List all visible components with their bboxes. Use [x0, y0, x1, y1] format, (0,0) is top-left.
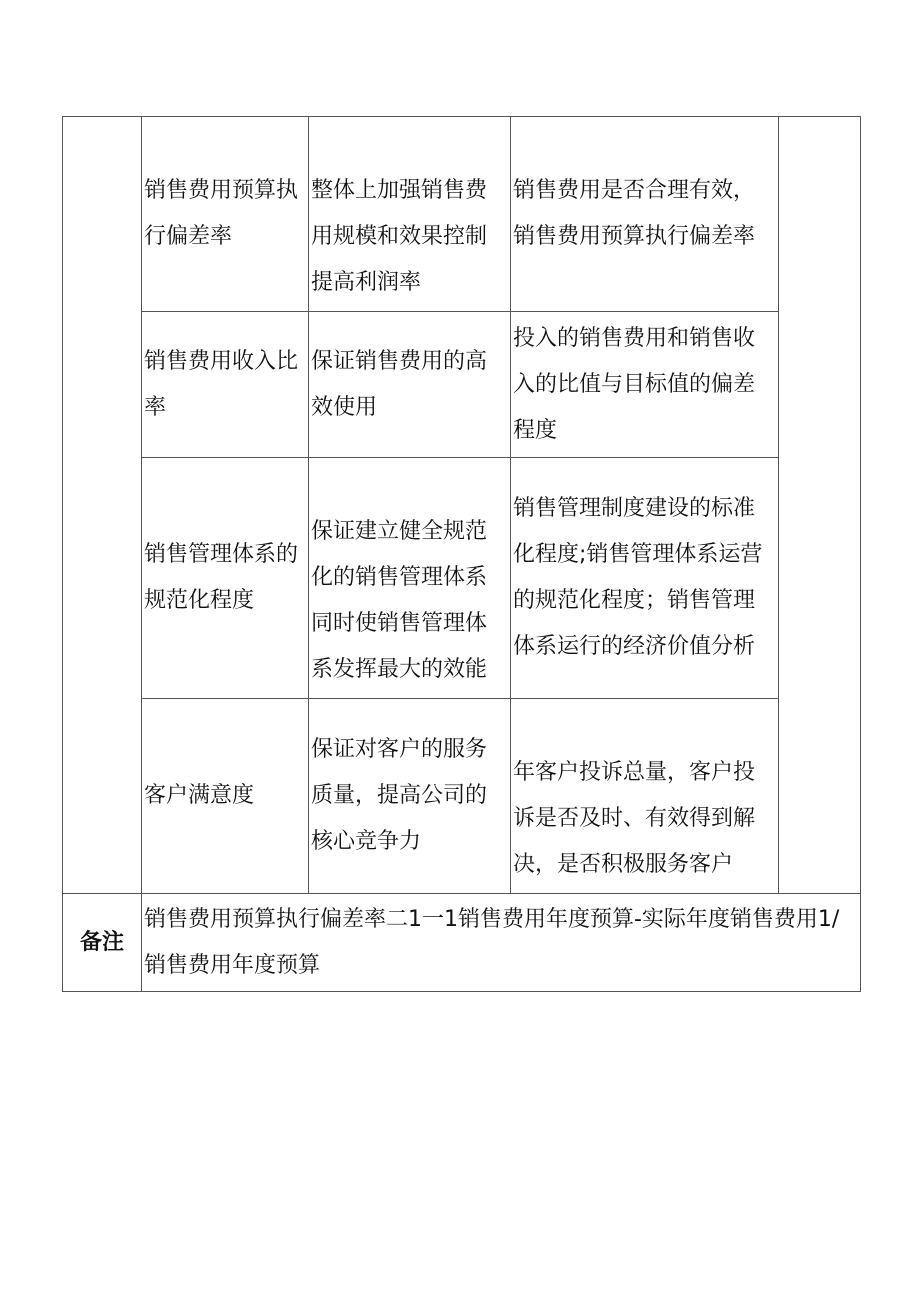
purpose-cell — [309, 117, 511, 312]
blank-right-cell — [779, 117, 861, 894]
indicator-cell — [142, 458, 309, 699]
content-cell — [511, 699, 779, 894]
purpose-text: 保证建立健全规范化的销售管理体系同时使销售管理体系发挥最大的效能 — [311, 519, 488, 682]
table-row — [63, 117, 861, 312]
indicator-text: 销售费用预算执行偏差率 — [144, 178, 299, 249]
content-cell — [511, 312, 779, 458]
remark-row — [63, 894, 861, 992]
purpose-cell — [309, 312, 511, 458]
table-row — [63, 312, 861, 458]
purpose-text: 保证对客户的服务质量，提高公司的核心竞争力 — [311, 737, 488, 854]
remark-text: 销售费用预算执行偏差率二1一1销售费用年度预算-实际年度销售费用1/销售费用年度预算 — [144, 906, 840, 978]
purpose-cell — [309, 699, 511, 894]
indicator-text: 客户满意度 — [144, 783, 255, 808]
remark-label: 备注 — [63, 894, 142, 992]
kpi-table — [62, 116, 861, 992]
indicator-cell — [142, 312, 309, 458]
purpose-text: 整体上加强销售费用规模和效果控制提高利润率 — [311, 178, 488, 295]
indicator-cell — [142, 699, 309, 894]
remark-cell — [142, 894, 861, 992]
indicator-text: 销售管理体系的规范化程度 — [144, 542, 299, 613]
table-row — [63, 458, 861, 699]
content-text: 销售费用是否合理有效，销售费用预算执行偏差率 — [513, 178, 756, 249]
table-row — [63, 699, 861, 894]
purpose-cell — [309, 458, 511, 699]
content-text: 年客户投诉总量，客户投诉是否及时、有效得到解决，是否积极服务客户 — [513, 760, 756, 877]
indicator-text: 销售费用收入比率 — [144, 348, 299, 420]
blank-left-cell — [63, 117, 142, 894]
indicator-cell — [142, 117, 309, 312]
content-text: 销售管理制度建设的标准化程度;销售管理体系运营的规范化程度；销售管理体系运行的经济价值分析 — [513, 496, 763, 659]
content-text: 投入的销售费用和销售收入的比值与目标值的偏差程度 — [513, 325, 756, 443]
content-cell — [511, 117, 779, 312]
purpose-text: 保证销售费用的高效使用 — [311, 348, 488, 420]
content-cell — [511, 458, 779, 699]
